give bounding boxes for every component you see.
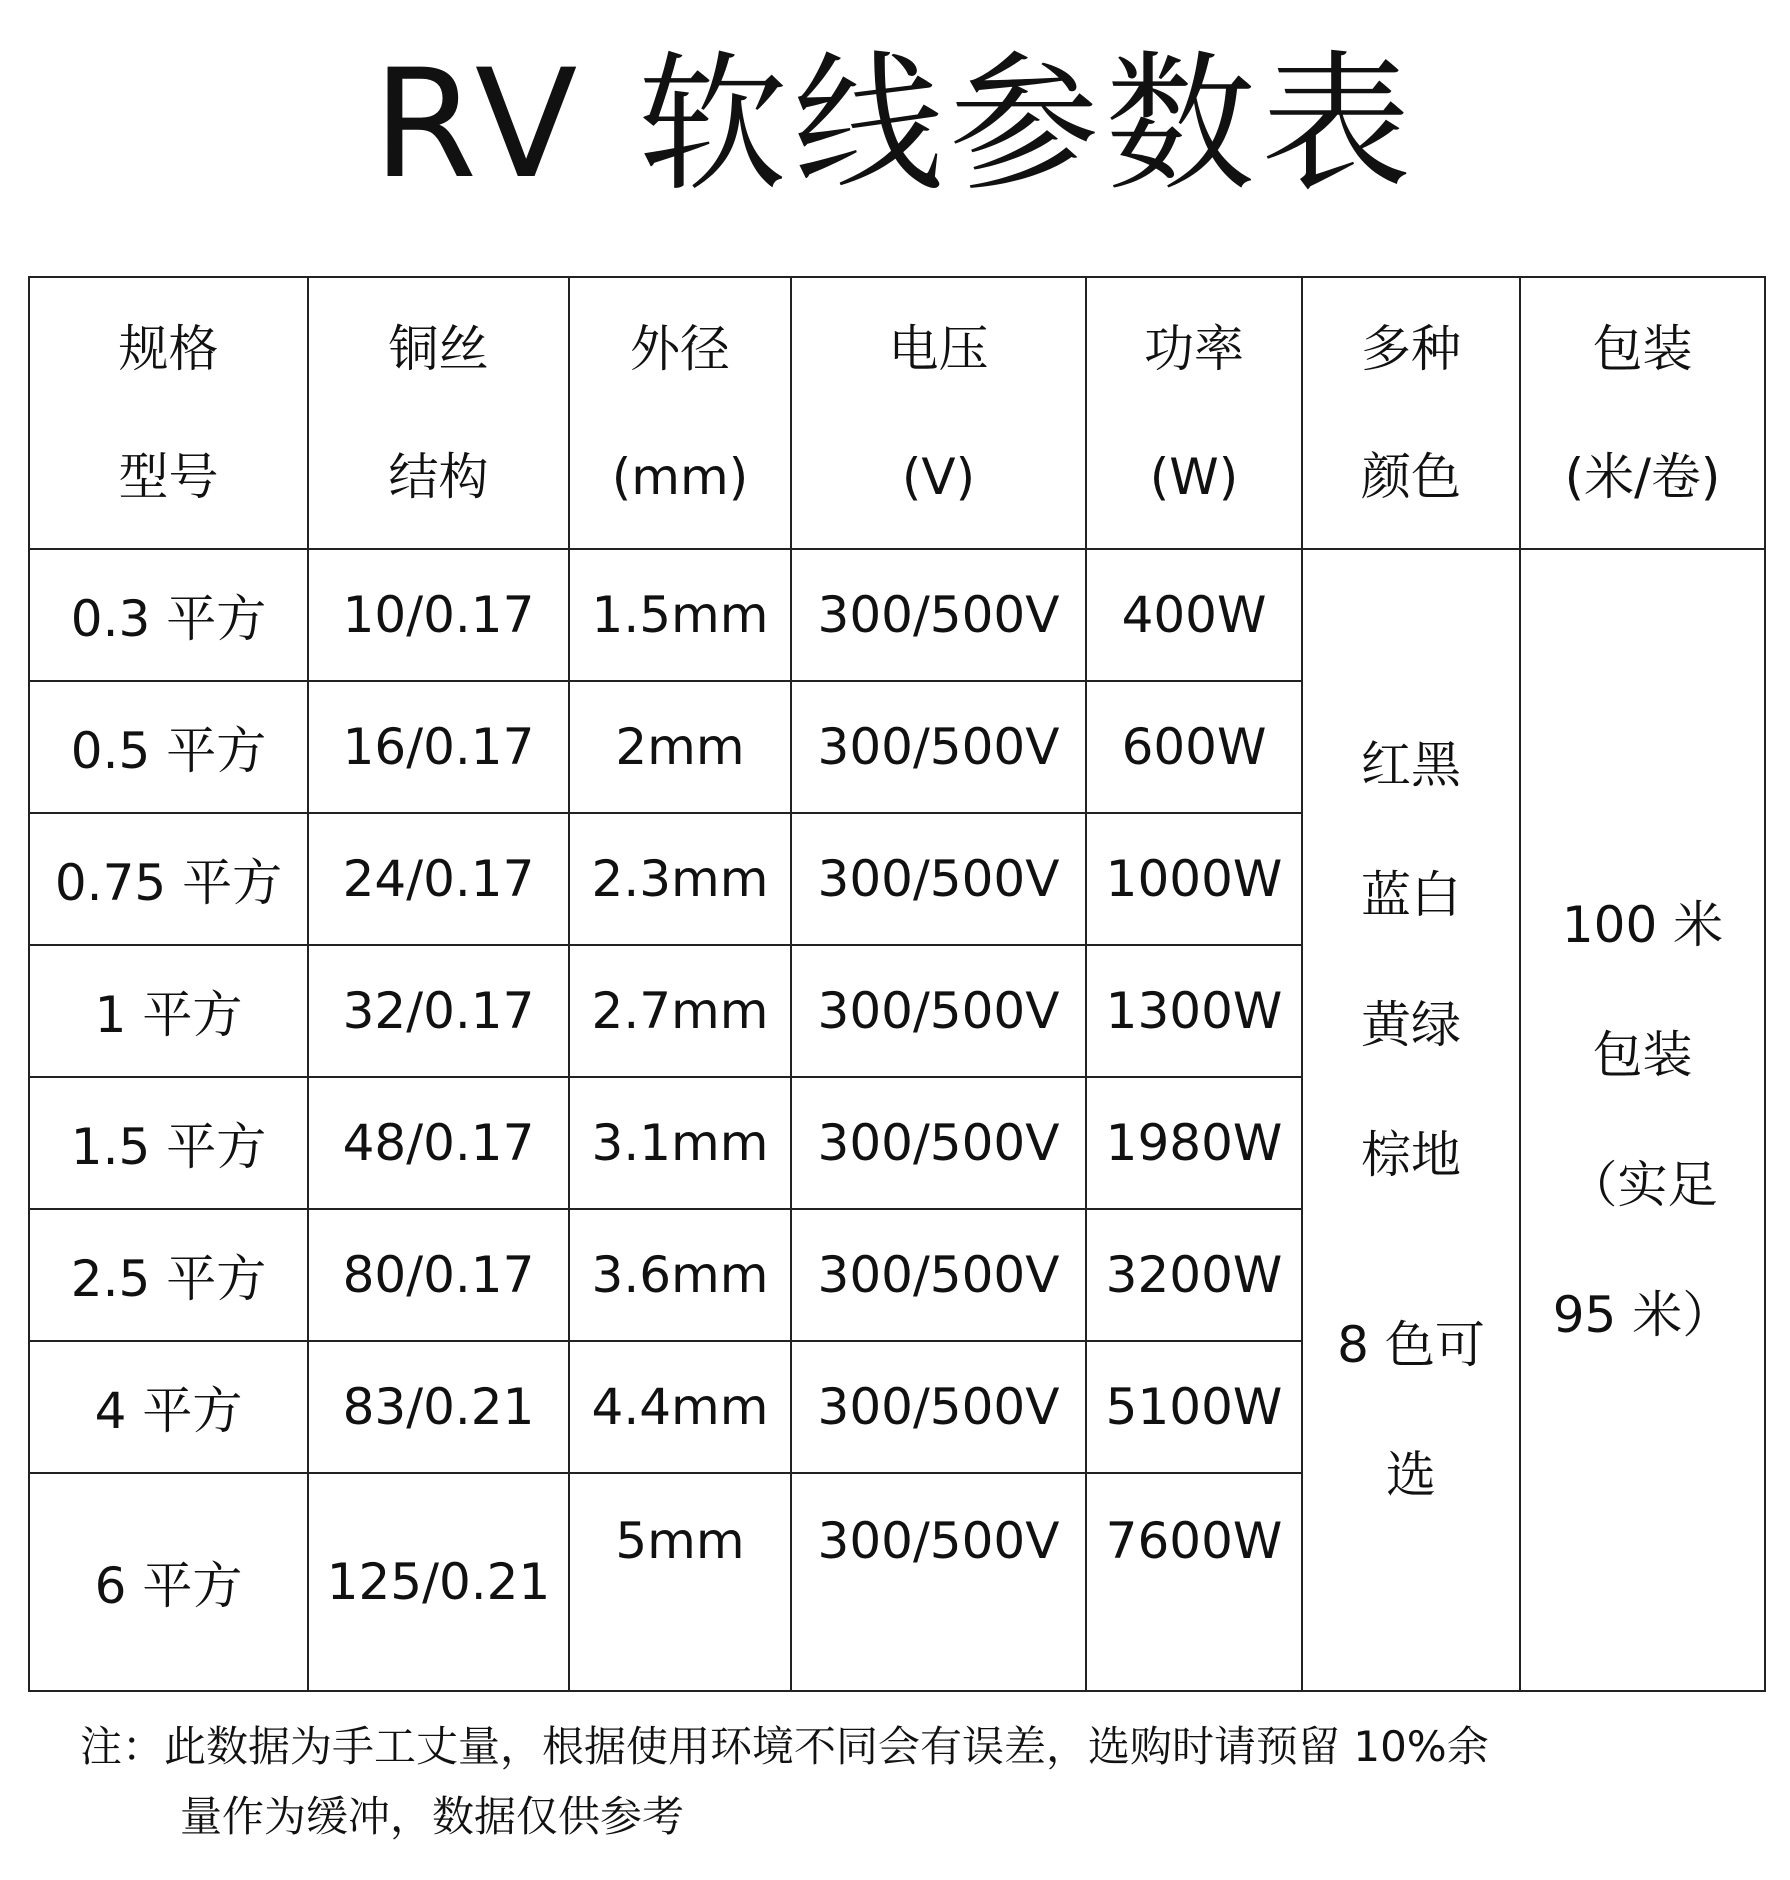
header-power: 功率 (W) (1086, 277, 1302, 549)
footnote-line1: 注：此数据为手工丈量，根据使用环境不同会有误差，选购时请预留 10%余 (80, 1722, 1489, 1771)
cell-spec: 0.3 平方 (29, 549, 308, 681)
cell-voltage: 300/500V (791, 549, 1086, 681)
color-count-line1: 8 色可 (1337, 1316, 1485, 1374)
cell-diameter: 2mm (569, 681, 791, 813)
cell-power: 1300W (1086, 945, 1302, 1077)
cell-power: 600W (1086, 681, 1302, 813)
cell-spec: 4 平方 (29, 1341, 308, 1473)
cell-colors (1302, 549, 1520, 1691)
cell-power: 400W (1086, 549, 1302, 681)
cell-voltage: 300/500V (791, 813, 1086, 945)
cell-diameter: 1.5mm (569, 549, 791, 681)
cell-diameter: 3.1mm (569, 1077, 791, 1209)
header-strand: 铜丝 结构 (308, 277, 569, 549)
cell-spec: 0.5 平方 (29, 681, 308, 813)
header-packaging: 包装 (米/卷) (1520, 277, 1765, 549)
page-title: RV 软线参数表 (372, 38, 1418, 212)
header-spec: 规格 型号 (29, 277, 308, 549)
header-diameter: 外径 (mm) (569, 277, 791, 549)
color-option: 黄绿 (1361, 996, 1461, 1054)
cell-power: 5100W (1086, 1341, 1302, 1473)
cell-power: 3200W (1086, 1209, 1302, 1341)
footnote (80, 1712, 1760, 1852)
cell-spec: 0.75 平方 (29, 813, 308, 945)
table-row (29, 549, 1765, 681)
cell-strand: 24/0.17 (308, 813, 569, 945)
footnote-line2: 量作为缓冲，数据仅供参考 (180, 1792, 685, 1841)
packaging-line: 包装 (1592, 1026, 1693, 1084)
color-count-line2: 选 (1386, 1446, 1436, 1504)
cell-packaging (1520, 549, 1765, 1691)
color-option: 棕地 (1361, 1126, 1461, 1184)
cell-power: 1980W (1086, 1077, 1302, 1209)
spec-table (28, 276, 1766, 1692)
cell-strand: 32/0.17 (308, 945, 569, 1077)
cell-strand: 16/0.17 (308, 681, 569, 813)
packaging-line: （实足 (1567, 1156, 1718, 1214)
cell-spec: 1.5 平方 (29, 1077, 308, 1209)
cell-strand: 10/0.17 (308, 549, 569, 681)
cell-spec: 6 平方 (29, 1473, 308, 1691)
cell-power: 1000W (1086, 813, 1302, 945)
color-option: 蓝白 (1361, 866, 1461, 924)
cell-strand: 125/0.21 (308, 1473, 569, 1691)
cell-spec: 1 平方 (29, 945, 308, 1077)
cell-voltage: 300/500V (791, 1077, 1086, 1209)
cell-voltage: 300/500V (791, 945, 1086, 1077)
cell-strand: 83/0.21 (308, 1341, 569, 1473)
color-option: 红黑 (1361, 736, 1461, 794)
header-row (29, 277, 1765, 549)
cell-diameter: 3.6mm (569, 1209, 791, 1341)
packaging-line: 95 米） (1552, 1286, 1733, 1344)
header-colors: 多种 颜色 (1302, 277, 1520, 549)
cell-voltage: 300/500V (791, 1209, 1086, 1341)
cell-voltage: 300/500V (791, 681, 1086, 813)
cell-diameter: 5mm (569, 1473, 791, 1691)
cell-power: 7600W (1086, 1473, 1302, 1691)
header-voltage: 电压 (V) (791, 277, 1086, 549)
cell-diameter: 4.4mm (569, 1341, 791, 1473)
cell-voltage: 300/500V (791, 1341, 1086, 1473)
cell-spec: 2.5 平方 (29, 1209, 308, 1341)
cell-diameter: 2.3mm (569, 813, 791, 945)
packaging-line: 100 米 (1561, 896, 1724, 954)
cell-strand: 48/0.17 (308, 1077, 569, 1209)
cell-voltage: 300/500V (791, 1473, 1086, 1691)
cell-diameter: 2.7mm (569, 945, 791, 1077)
cell-strand: 80/0.17 (308, 1209, 569, 1341)
